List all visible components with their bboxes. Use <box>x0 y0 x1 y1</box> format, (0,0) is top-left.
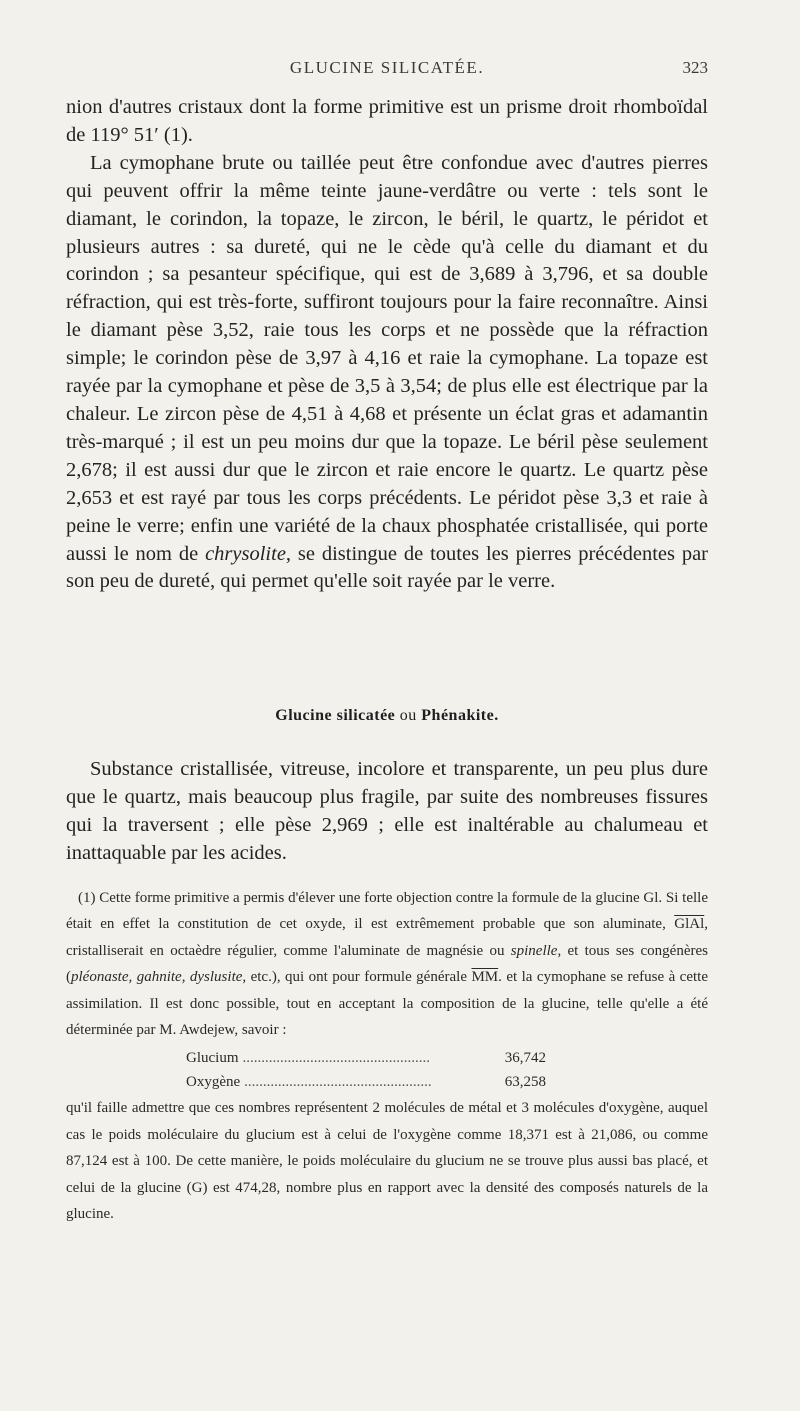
footnote-text-4: etc.), qui ont pour formule générale <box>246 969 467 986</box>
formula-general: $\overline{MM}$ <box>471 969 499 986</box>
footnote-text-5: . et la cymophane se refuse à cette assimilation. Il est donc possible, tout en acceptant la composition de la glucine, telle qu'elle a été déterminée par M. Awdejew, savoir : <box>66 969 708 1039</box>
main-text <box>66 94 708 596</box>
footnote <box>66 885 708 1227</box>
section-heading-title: Glucine silicatée <box>275 707 396 724</box>
composition-row <box>186 1045 546 1069</box>
paragraph-continuation: nion d'autres cristaux dont la forme primitive est un prisme droit rhomboïdal de 119° 51′ (1). <box>66 96 708 146</box>
section-heading-alt-name: Phénakite. <box>421 707 499 724</box>
footnote-paragraph-2 <box>66 1095 708 1227</box>
running-head <box>66 58 708 86</box>
formula-glucinium-aluminate: GlAl <box>674 916 705 933</box>
paragraph-cymophane-end: , se distingue de toutes les pierres précédentes par son peu de dureté, qui permet qu'elle soit rayée par le verre. <box>66 542 709 593</box>
composition-value: 63,258 <box>504 1074 546 1091</box>
composition-row <box>186 1069 546 1093</box>
leader-dots: .................................................. <box>242 1050 430 1067</box>
mineral-list: pléonaste, gahnite, dyslusite, <box>71 969 247 986</box>
paragraph-cymophane-start: La cymophane brute ou taillée peut être confondue avec d'autres pierres qui peuvent offrir la même teinte jaune-verdâtre ou verte : tels sont le diamant, le corindon, la topaze, le zircon, le béril, le quartz, le péridot et plusieurs autres : sa dureté, qui ne le cède qu'à celle du diamant et du corindon ; sa pesanteur spécifique, qui est de 3,689 à 3,796, et sa double réfraction, qui est très-forte, suffiront toujours pour la faire reconnaître. Ainsi le diamant pèse 3,52, raie tous les corps et ne possède que la réfraction simple; le corindon pèse de 3,97 à 4,16 et raie la cymophane. La topaze est rayée par la cymophane et pèse de 3,5 à 3,54; de plus elle est électrique par la chaleur. Le zircon pèse de 4,51 à 4,68 et présente un éclat gras et adamantin très-marqué ; il est un peu moins dur que la topaze. Le béril pèse seulement 2,678; il est aussi dur que le zircon et raie encore le quartz. Le quartz pèse 2,653 et est rayé par tous les corps précédents. Le péridot pèse 3,3 et raie à peine le verre; enfin une variété de la chaux phosphatée cristallisée, qui porte aussi le nom de <box>66 151 708 565</box>
footnote-text-6: qu'il faille admettre que ces nombres représentent 2 molécules de métal et 3 molécules d'oxygène, auquel cas le poids moléculaire du glucium est à celui de l'oxygène comme 18,371 est à 21,086, ou comme 87,124 est à 100. De cette manière, le poids moléculaire du glucium ne se trouve plus aussi bas placé, et celui de la glucine <box>66 1100 708 1196</box>
section-heading-ou: ou <box>399 707 417 724</box>
composition-element: Glucium <box>186 1050 239 1067</box>
footnote-paragraph-1 <box>66 885 708 1043</box>
running-title: GLUCINE SILICATÉE. <box>289 58 485 77</box>
spinelle-term: spinelle <box>510 942 558 959</box>
composition-element: Oxygène <box>186 1074 241 1091</box>
composition-value: 36,742 <box>504 1050 546 1067</box>
footnote-text-7: est 474,28, nombre plus en rapport avec la densité des composés naturels de la glucine. <box>66 1179 709 1223</box>
footnote-text-2: , cristalliserait en octaèdre régulier, comme l'aluminate de magnésie ou <box>66 916 709 959</box>
leader-dots: .................................................. <box>244 1074 432 1091</box>
chrysolite-term: chrysolite <box>205 542 286 565</box>
formula-glucine: (G) <box>186 1179 208 1196</box>
footnote-text-1: (1) Cette forme primitive a permis d'élever une forte objection contre la formule de la glucine Gl. Si telle était en effet la constitution de cet oxyde, il est extrêmement probable que son aluminate, <box>66 890 708 933</box>
section-heading <box>66 707 708 725</box>
footnote-text-3: , et tous ses congénères ( <box>66 942 708 986</box>
composition-table <box>186 1045 546 1093</box>
section-paragraph: Substance cristallisée, vitreuse, incolore et transparente, un peu plus dure que le quartz, mais beaucoup plus fragile, par suite des nombreuses fissures qui la traversent ; elle pèse 2,969 ; elle est inaltérable au chalumeau et inattaquable par les acides. <box>66 758 708 864</box>
paragraph-cymophane <box>66 150 708 597</box>
page-number: 323 <box>682 58 708 77</box>
